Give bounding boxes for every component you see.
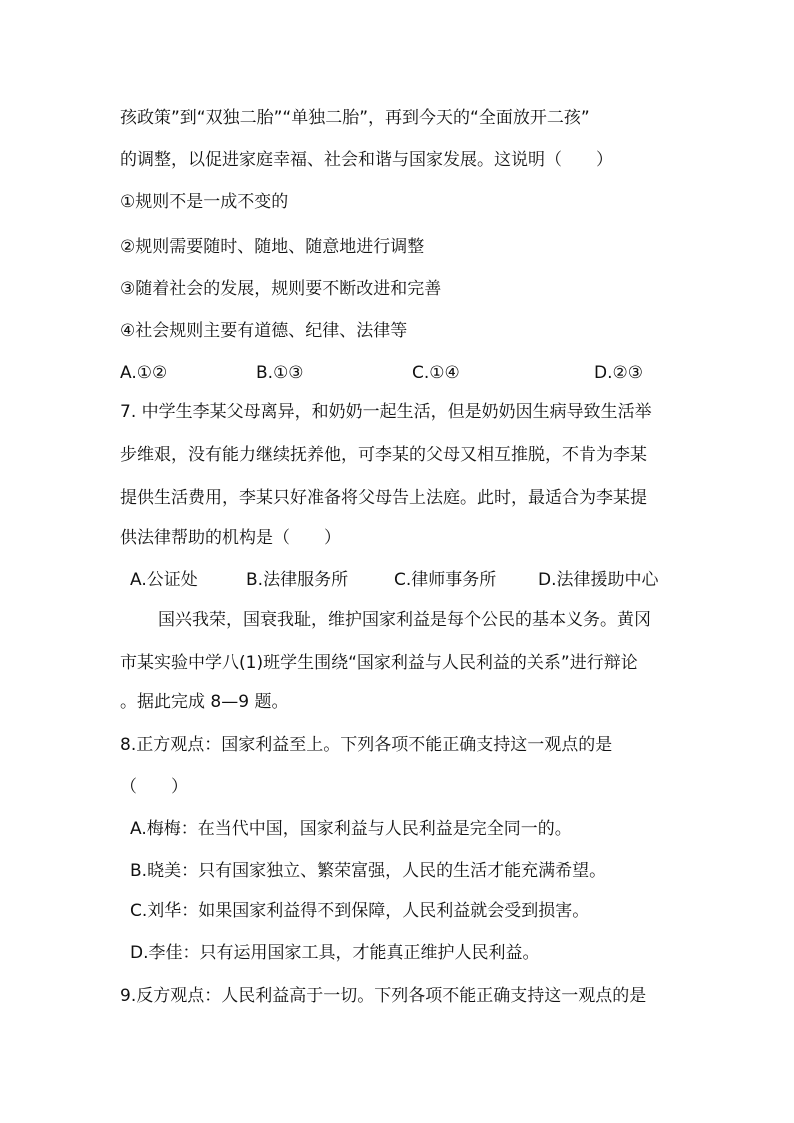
q7-stem-line-3: 提供生活费用，李某只好准备将父母告上法庭。此时，最适合为李某提	[120, 488, 647, 508]
q6-option-b: B.①③	[256, 363, 304, 383]
q7-option-c: C.律师事务所	[394, 570, 497, 590]
intro-line-1: 国兴我荣，国衰我耻，维护国家利益是每个公民的基本义务。黄冈	[158, 610, 651, 630]
q6-stem-line-1: 孩政策”到“双独二胎”“单独二胎”，再到今天的“全面放开二孩”	[120, 108, 590, 128]
q7-option-b: B.法律服务所	[246, 570, 349, 590]
q6-option-a: A.①②	[120, 363, 168, 383]
q6-statement-1: ①规则不是一成不变的	[120, 192, 289, 212]
q7-stem-line-1: 7. 中学生李某父母离异，和奶奶一起生活，但是奶奶因生病导致生活举	[120, 402, 652, 422]
q7-stem-line-2: 步维艰，没有能力继续抚养他，可李某的父母又相互推脱，不肯为李某	[120, 445, 647, 465]
q7-option-a: A.公证处	[130, 570, 198, 590]
q8-option-a: A.梅梅：在当代中国，国家利益与人民利益是完全同一的。	[130, 819, 572, 839]
q6-option-d: D.②③	[594, 363, 643, 383]
q6-statement-3: ③随着社会的发展，规则要不断改进和完善	[120, 279, 442, 299]
q8-stem-line-1: 8.正方观点：国家利益至上。下列各项不能正确支持这一观点的是	[120, 735, 613, 755]
intro-line-2: 市某实验中学八(1)班学生围绕“国家利益与人民利益的关系”进行辩论	[120, 653, 638, 673]
intro-line-3: 。据此完成 8—9 题。	[120, 692, 289, 712]
q6-stem-line-2: 的调整，以促进家庭幸福、社会和谐与国家发展。这说明（ ）	[120, 150, 613, 170]
q6-statement-4: ④社会规则主要有道德、纪律、法律等	[120, 321, 408, 341]
q8-stem-line-2: （ ）	[120, 777, 188, 797]
q8-option-c: C.刘华：如果国家利益得不到保障，人民利益就会受到损害。	[130, 901, 590, 921]
q9-stem-line-1: 9.反方观点：人民利益高于一切。下列各项不能正确支持这一观点的是	[120, 986, 647, 1006]
q6-statement-2: ②规则需要随时、随地、随意地进行调整	[120, 237, 425, 257]
q7-option-d: D.法律援助中心	[538, 570, 659, 590]
q6-option-c: C.①④	[412, 363, 460, 383]
q8-option-b: B.晓美：只有国家独立、繁荣富强，人民的生活才能充满希望。	[130, 861, 607, 881]
q7-stem-line-4: 供法律帮助的机构是（ ）	[120, 528, 341, 548]
q8-option-d: D.李佳：只有运用国家工具，才能真正维护人民利益。	[130, 943, 540, 963]
